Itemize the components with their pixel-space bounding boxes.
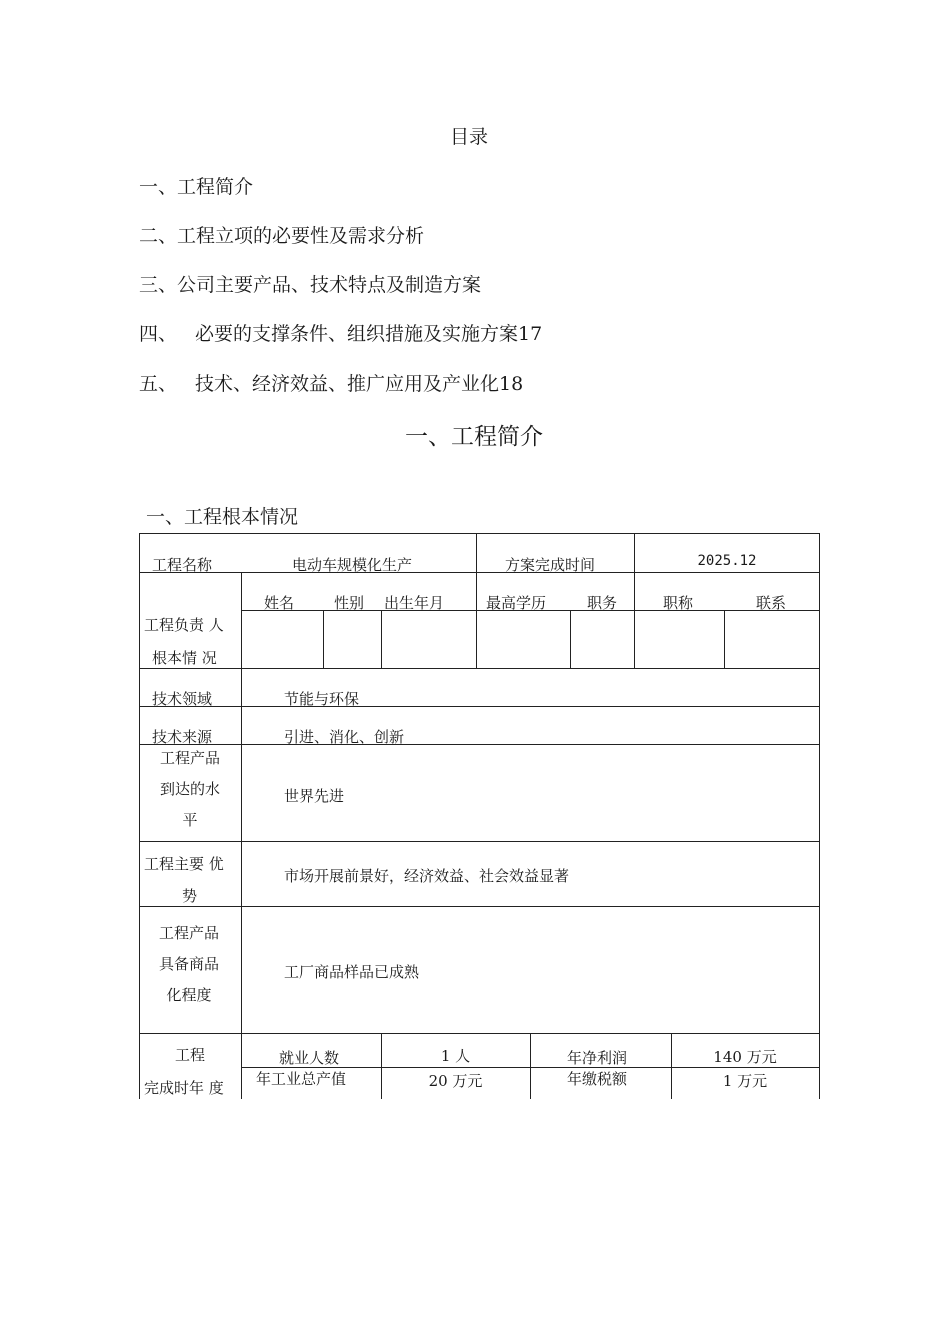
toc-item-number: 三、 <box>139 274 178 296</box>
toc-item-text: 工程立项的必要性及需求分析 <box>177 225 425 247</box>
jobs-value: 1 人 <box>440 1047 471 1065</box>
profit-label: 年净利润 <box>567 1049 628 1067</box>
commercial-value: 工厂商品样品已成熟 <box>284 963 420 981</box>
header-education: 最高学历 <box>486 594 547 612</box>
table-rule <box>530 1033 531 1099</box>
table-rule <box>570 610 571 668</box>
toc-item-number: 一、 <box>139 176 178 198</box>
toc-item-text: 技术、经济效益、推广应用及产业化18 <box>195 373 524 395</box>
output-label: 年工业总产值 <box>256 1070 347 1088</box>
project-name-label: 工程名称 <box>152 556 213 574</box>
toc-item-2 <box>139 221 424 248</box>
leader-label-line1: 工程负责 人 <box>144 616 224 634</box>
section-title: 一、工程简介 <box>405 424 543 450</box>
level-value: 世界先进 <box>284 787 345 805</box>
tech-source-label: 技术来源 <box>152 728 213 746</box>
header-birth: 出生年月 <box>384 594 445 612</box>
jobs-label: 就业人数 <box>279 1049 340 1067</box>
table-rule <box>381 610 382 668</box>
table-rule <box>724 610 725 668</box>
commercial-label-line: 化程度 <box>166 986 212 1004</box>
toc-item-number: 四、 <box>139 323 178 345</box>
table-rule <box>323 610 324 668</box>
tax-value: 1 万元 <box>722 1072 768 1090</box>
tax-label: 年缴税额 <box>567 1070 628 1088</box>
section-subtitle: 一、工程根本情况 <box>146 506 299 528</box>
plan-time-value: 2025.12 <box>697 553 757 569</box>
plan-time-label: 方案完成时间 <box>505 556 596 574</box>
toc-item-number: 二、 <box>139 225 178 247</box>
tech-field-value: 节能与环保 <box>284 690 360 708</box>
level-label-line: 平 <box>182 811 198 829</box>
toc-item-3 <box>139 270 481 297</box>
toc-title: 目录 <box>449 126 488 148</box>
project-name-value: 电动车规模化生产 <box>292 556 413 574</box>
table-border-right <box>819 533 820 1099</box>
table-rule <box>476 533 477 668</box>
header-contact: 联系 <box>756 594 787 612</box>
level-label-line: 到达的水 <box>159 780 220 798</box>
header-gender: 性别 <box>334 594 365 612</box>
toc-item-4 <box>139 319 542 346</box>
toc-item-1 <box>139 172 253 199</box>
advantage-label-line1: 工程主要 优 <box>144 855 224 873</box>
header-title: 职称 <box>663 594 694 612</box>
completion-label-line2: 完成时年 度 <box>144 1079 224 1097</box>
toc-item-text: 工程简介 <box>177 176 254 198</box>
commercial-label-line: 工程产品 <box>158 924 219 942</box>
header-position: 职务 <box>587 594 618 612</box>
level-label-line: 工程产品 <box>159 749 220 767</box>
table-rule <box>241 572 242 1099</box>
toc-item-text: 必要的支撑条件、组织措施及实施方案17 <box>195 323 543 345</box>
toc-item-5 <box>139 369 523 396</box>
header-name: 姓名 <box>264 594 295 612</box>
output-value: 20 万元 <box>428 1072 483 1090</box>
toc-item-number: 五、 <box>139 373 178 395</box>
table-border-top <box>139 533 820 534</box>
commercial-label <box>139 918 239 1011</box>
advantage-value: 市场开展前景好，经济效益、社会效益显著 <box>284 867 570 885</box>
level-label <box>139 743 241 836</box>
completion-label-line1: 工程 <box>175 1046 206 1064</box>
leader-label-line2: 根本情 况 <box>152 649 217 667</box>
advantage-label-line2: 势 <box>182 887 198 905</box>
profit-value: 140 万元 <box>713 1048 777 1066</box>
commercial-label-line: 具备商品 <box>158 955 219 973</box>
toc-item-text: 公司主要产品、技术特点及制造方案 <box>177 274 482 296</box>
tech-field-label: 技术领域 <box>152 690 213 708</box>
tech-source-value: 引进、消化、创新 <box>284 728 405 746</box>
